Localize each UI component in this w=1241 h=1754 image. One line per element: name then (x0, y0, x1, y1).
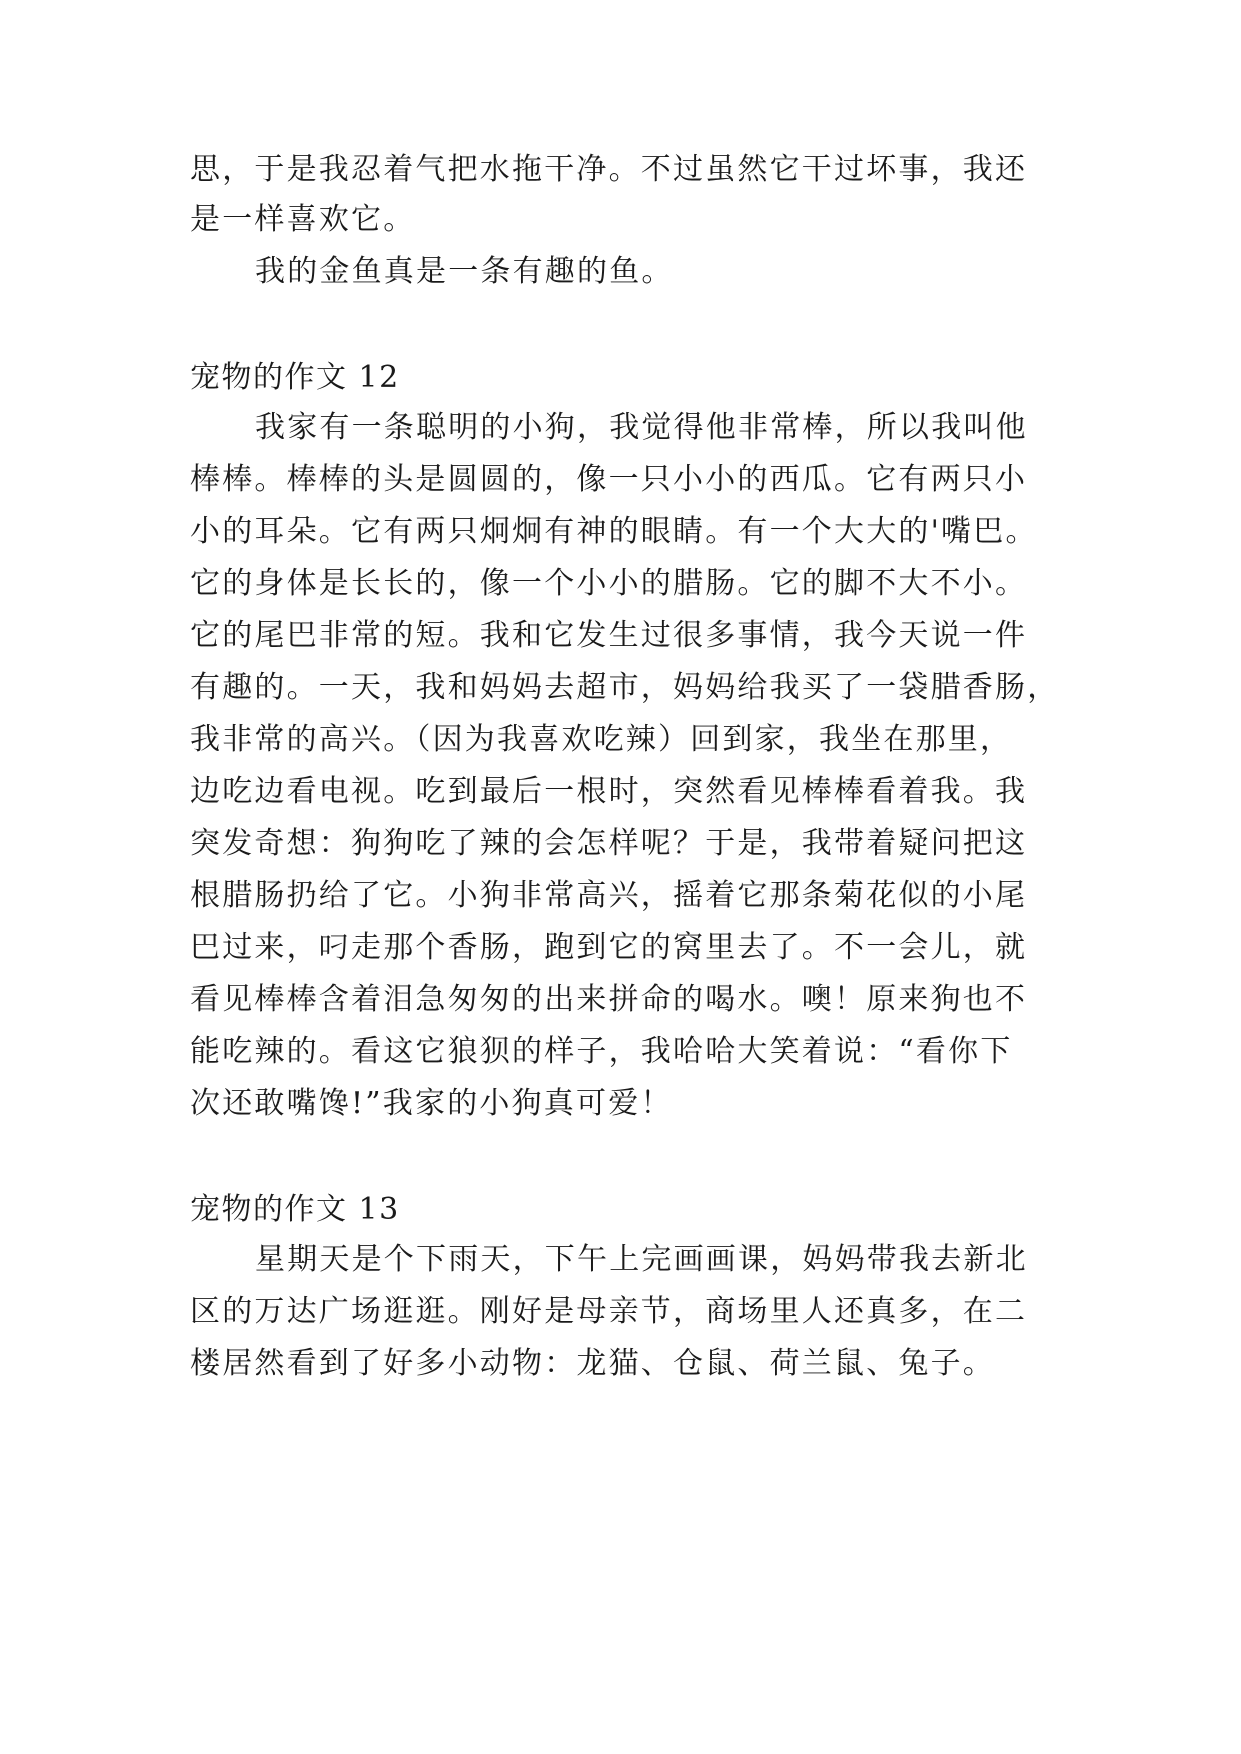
paragraph-line: 楼居然看到了好多小动物：龙猫、仓鼠、荷兰鼠、兔子。 (190, 1346, 995, 1381)
paragraph-line: 我非常的高兴。（因为我喜欢吃辣）回到家，我坐在那里， (190, 722, 1013, 757)
paragraph-line: 看见棒棒含着泪急匆匆的出来拼命的喝水。噢！原来狗也不 (190, 982, 1028, 1017)
paragraph-line: 巴过来，叼走那个香肠，跑到它的窝里去了。不一会儿，就 (190, 930, 1028, 965)
paragraph-line: 根腊肠扔给了它。小狗非常高兴，摇着它那条菊花似的小尾 (190, 878, 1028, 913)
paragraph-line: 星期天是个下雨天，下午上完画画课，妈妈带我去新北 (255, 1242, 1028, 1277)
paragraph-line: 思，于是我忍着气把水拖干净。不过虽然它干过坏事，我还 (190, 152, 1028, 187)
paragraph-line: 能吃辣的。看这它狼狈的样子，我哈哈大笑着说：“看你下 (190, 1034, 1013, 1069)
paragraph-line: 边吃边看电视。吃到最后一根时，突然看见棒棒看着我。我 (190, 774, 1028, 809)
paragraph-line: 我的金鱼真是一条有趣的鱼。 (255, 254, 674, 289)
paragraph-line: 小的耳朵。它有两只炯炯有神的眼睛。有一个大大的'嘴巴。 (190, 514, 1038, 549)
paragraph-line: 是一样喜欢它。 (190, 202, 416, 237)
paragraph-line: 次还敢嘴馋!”我家的小狗真可爱！ (190, 1086, 673, 1121)
section-heading: 宠物的作文 13 (190, 1192, 400, 1227)
paragraph-line: 突发奇想：狗狗吃了辣的会怎样呢？于是，我带着疑问把这 (190, 826, 1028, 861)
section-heading: 宠物的作文 12 (190, 360, 400, 395)
paragraph-line: 区的万达广场逛逛。刚好是母亲节，商场里人还真多，在二 (190, 1294, 1028, 1329)
paragraph-line: 我家有一条聪明的小狗，我觉得他非常棒，所以我叫他 (255, 410, 1028, 445)
paragraph-line: 它的身体是长长的，像一个小小的腊肠。它的脚不大不小。 (190, 566, 1028, 601)
paragraph-line: 有趣的。一天，我和妈妈去超市，妈妈给我买了一袋腊香肠， (190, 670, 1060, 705)
paragraph-line: 棒棒。棒棒的头是圆圆的，像一只小小的西瓜。它有两只小 (190, 462, 1028, 497)
paragraph-line: 它的尾巴非常的短。我和它发生过很多事情，我今天说一件 (190, 618, 1028, 653)
